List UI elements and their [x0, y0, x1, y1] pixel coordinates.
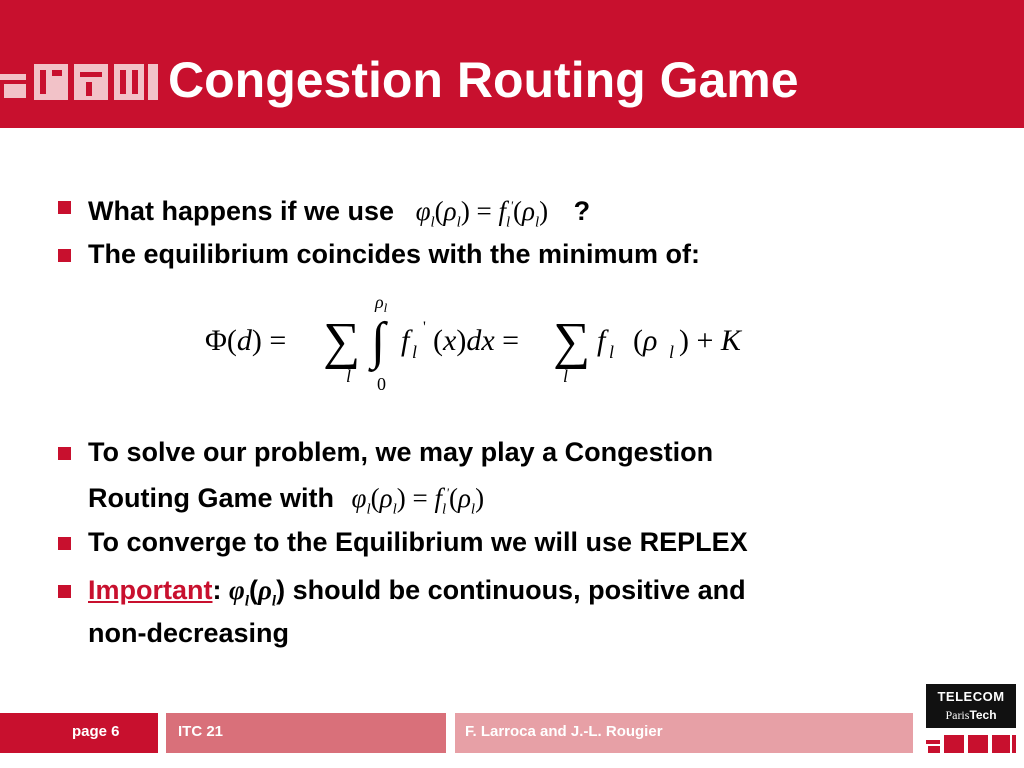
bullet-text-line2: Routing Game with — [88, 483, 334, 513]
svg-text:l: l — [669, 342, 675, 362]
svg-text:(x)dx =: (x)dx = — [433, 324, 520, 357]
bullet-text: To converge to the Equilibrium we will use REPLEX — [88, 527, 748, 557]
phi-formula: $\varphi_l(\rho_l) = f_l'(\rho_l)$ — [351, 483, 485, 518]
svg-text:': ' — [423, 319, 426, 336]
bullet-square-icon — [58, 201, 71, 214]
svg-text:l: l — [346, 366, 352, 386]
svg-text:∑: ∑ — [323, 313, 361, 370]
svg-text:l: l — [609, 342, 615, 362]
footer-authors-box — [455, 713, 913, 753]
institution-logo-icon — [0, 60, 160, 104]
telecom-logo-line1: TELECOM — [937, 689, 1005, 704]
potential-function-formula — [205, 290, 765, 395]
bullet-square-icon — [58, 585, 71, 598]
phi-inline: $\varphi_l(\rho_l)$ — [229, 575, 286, 610]
page-number: page 6 — [72, 723, 120, 740]
important-colon: : — [212, 575, 222, 605]
bullet-text-line1: should be continuous, positive and — [292, 575, 746, 605]
phi-formula: $\varphi_l(\rho_l) = f_l'(\rho_l)$ — [415, 196, 549, 231]
bullet-text: What happens if we use — [88, 196, 395, 226]
telecom-paristech-logo — [926, 684, 1016, 756]
institution-small-logo-icon — [926, 734, 1016, 754]
bullet-text-line2: non-decreasing — [88, 618, 290, 648]
bullet-text: The equilibrium coincides with the minimum of: — [88, 239, 701, 269]
bullet-square-icon — [58, 537, 71, 550]
bullet-text-line1: To solve our problem, we may play a Congestion — [88, 437, 714, 467]
svg-text:Φ(d) =: Φ(d) = — [205, 324, 287, 357]
authors-label: F. Larroca and J.-L. Rougier — [465, 723, 663, 740]
question-mark: ? — [573, 196, 591, 226]
header-bar — [0, 0, 1024, 128]
telecom-logo-line2: ParisTech — [945, 708, 997, 722]
svg-text:∑: ∑ — [553, 313, 591, 370]
svg-text:) + K: ) + K — [679, 324, 741, 357]
important-label: Important — [88, 575, 213, 605]
bullet-square-icon — [58, 447, 71, 460]
svg-text:0: 0 — [377, 374, 386, 394]
footer-conference-box — [166, 713, 446, 753]
svg-text:f: f — [597, 324, 606, 357]
svg-text:l: l — [412, 342, 418, 362]
conference-label: ITC 21 — [178, 723, 224, 740]
svg-text:l: l — [563, 366, 569, 386]
slide-title: Congestion Routing Game — [168, 52, 799, 108]
svg-text:(ρ: (ρ — [633, 324, 658, 357]
telecom-logo-block — [926, 684, 1016, 728]
svg-text:f: f — [401, 324, 410, 357]
footer-page-box — [0, 713, 158, 753]
svg-text:ρl: $\rho_l$ — [375, 292, 388, 315]
bullet-square-icon — [58, 249, 71, 262]
svg-text:∫: ∫ — [371, 313, 386, 370]
